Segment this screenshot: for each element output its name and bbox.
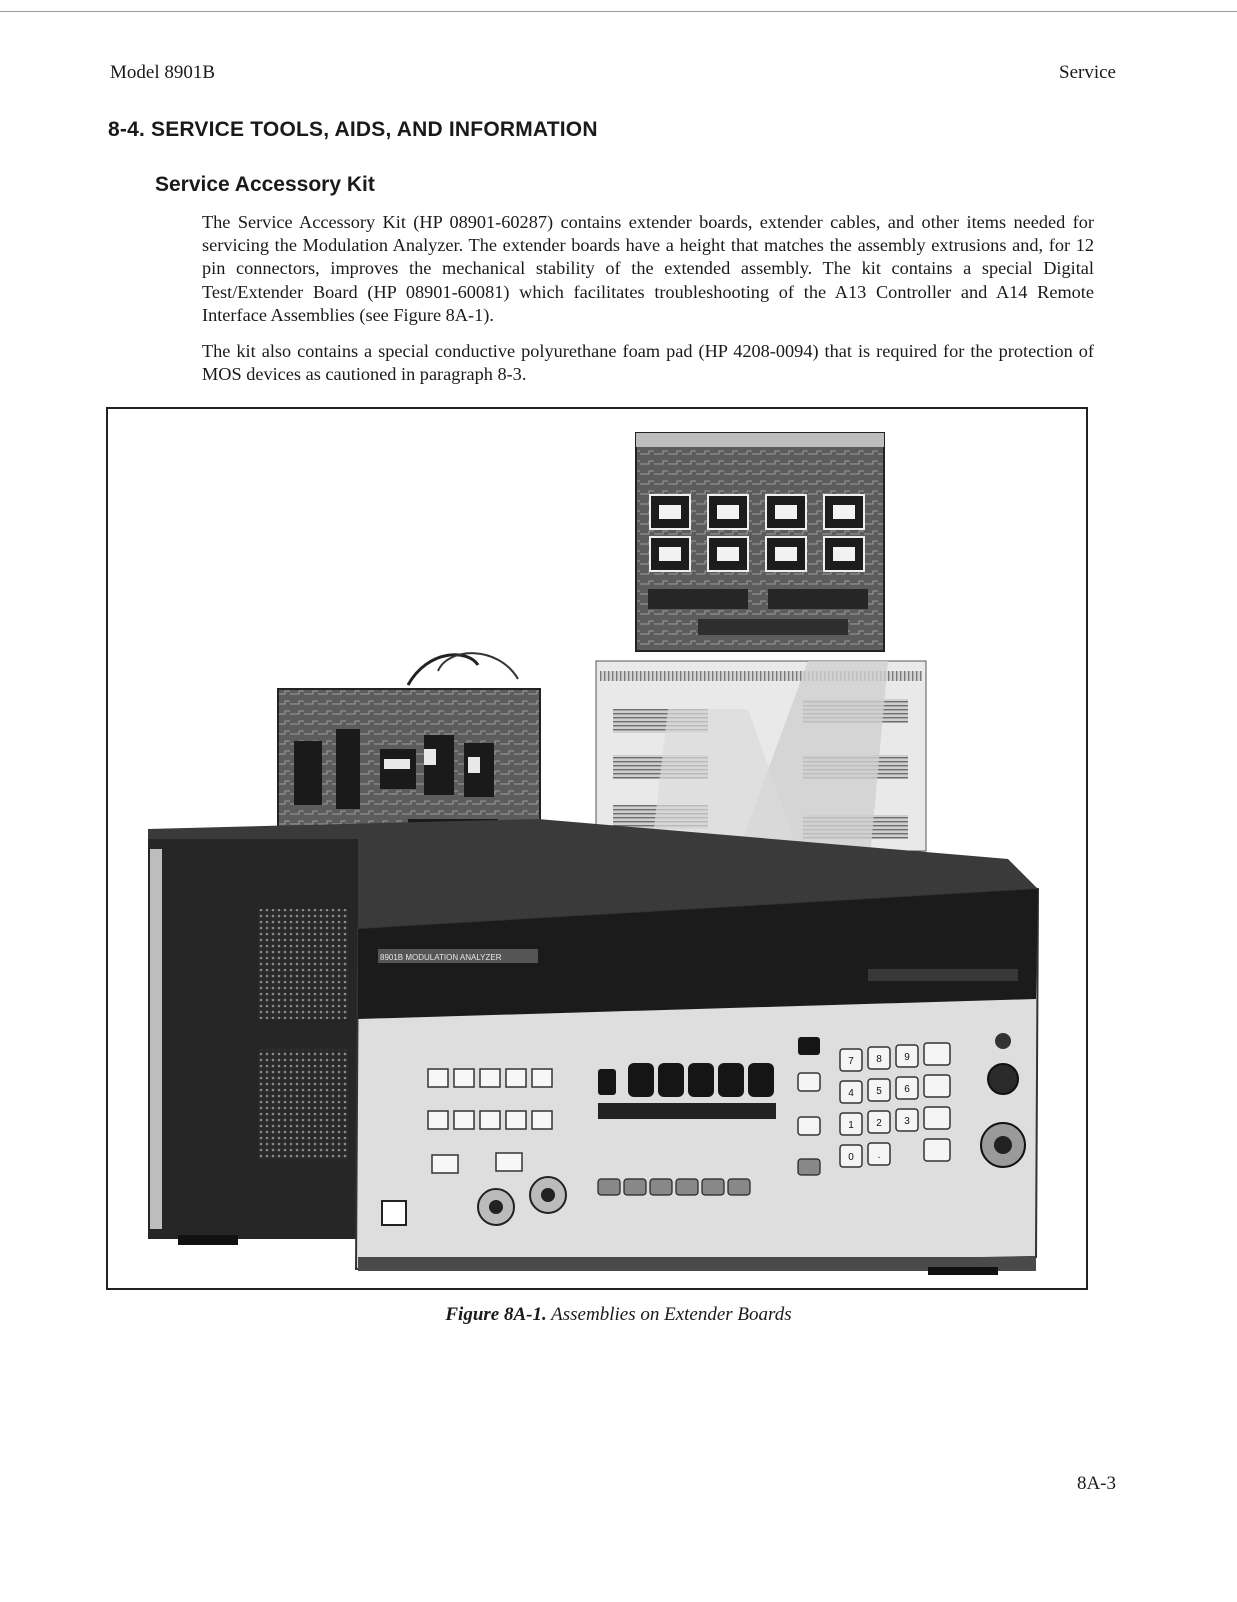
header-model: Model 8901B	[110, 62, 216, 83]
top-rule	[0, 11, 1237, 12]
key-8: 8	[876, 1054, 882, 1065]
key-4: 4	[848, 1088, 854, 1099]
paragraph-2: The kit also contains a special conductive polyurethane foam pad (HP 4208-0094) that is required for the protection of MOS devices as cautioned in paragraph 8-3.	[202, 341, 1094, 385]
key-5: 5	[876, 1086, 882, 1097]
subsection-title: Service Accessory Kit	[155, 173, 375, 196]
key-3: 3	[904, 1116, 910, 1127]
line-switch	[382, 1201, 406, 1225]
key-decimal: .	[877, 1150, 881, 1161]
page-number: 8A-3	[1076, 1473, 1116, 1494]
figure-label: Figure 8A-1.	[445, 1304, 547, 1325]
panel-label: 8901B MODULATION ANALYZER	[380, 953, 502, 962]
digital-extender-board	[636, 433, 884, 651]
header-section: Service	[1059, 62, 1116, 83]
key-2: 2	[876, 1118, 882, 1129]
key-6: 6	[904, 1084, 910, 1095]
section-title: 8-4. SERVICE TOOLS, AIDS, AND INFORMATION	[108, 118, 598, 141]
modulation-analyzer	[148, 819, 1038, 1275]
paragraph-1: The Service Accessory Kit (HP 08901-60287) contains extender boards, extender cables, and other items needed for servicing the Modulation Analyzer. The extender boards have a height that matches the assembly extrusions and, for 12 pin connectors, improves the mechanical stability of the extended assembly. The kit contains a special Digital Test/Extender Board (HP 08901-60081) which facilitates troubleshooting of the A13 Controller and A14 Remote Interface Assemblies (see Figure 8A-1).	[202, 212, 1094, 325]
key-1: 1	[848, 1120, 854, 1131]
key-9: 9	[904, 1052, 910, 1063]
figure-caption	[0, 1304, 1237, 1326]
key-0: 0	[848, 1152, 854, 1163]
figure-caption-text: Assemblies on Extender Boards	[551, 1304, 792, 1325]
key-7: 7	[848, 1056, 854, 1067]
figure-photo	[106, 407, 1088, 1290]
